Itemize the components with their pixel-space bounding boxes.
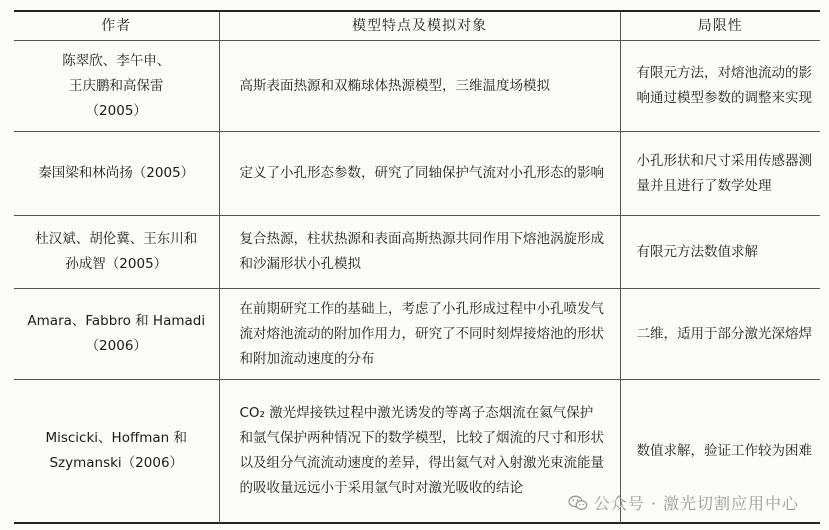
- author-cell: 陈翠欣、李午申、 王庆鹏和高保雷 （2005）: [14, 41, 219, 132]
- author-cell: 杜汉斌、胡伦冀、王东川和 孙成智（2005）: [14, 216, 219, 289]
- feature-cell: 定义了小孔形态参数，研究了同轴保护气流对小孔形态的影响: [219, 132, 620, 216]
- feature-cell: 在前期研究工作的基础上，考虑了小孔形成过程中小孔喷发气流对熔池流动的附加作用力，研究了不同时刻焊接熔池的形状和附加流动速度的分布: [219, 289, 620, 380]
- header-limitation: 局限性: [620, 12, 820, 41]
- watermark: [568, 491, 799, 514]
- comparison-table-container: [14, 10, 820, 524]
- wechat-icon: [568, 495, 588, 511]
- limitation-cell: 二维，适用于部分激光深熔焊: [620, 289, 820, 380]
- model-comparison-table: [14, 12, 820, 523]
- table-row: [14, 132, 820, 216]
- author-cell: Miscicki、Hoffman 和 Szymanski（2006）: [14, 380, 219, 523]
- author-cell: 秦国梁和林尚扬（2005）: [14, 132, 219, 216]
- header-feature: 模型特点及模拟对象: [219, 12, 620, 41]
- table-header-row: [14, 12, 820, 41]
- table-row: [14, 216, 820, 289]
- feature-cell: CO₂ 激光焊接铁过程中激光诱发的等离子态烟流在氦气保护和氩气保护两种情况下的数学模型，比较了烟流的尺寸和形状以及组分气流流动速度的差异，得出氦气对入射激光束流能量的吸收量远远小于采用氩气时对激光吸收的结论: [219, 380, 620, 523]
- header-author: 作者: [14, 12, 219, 41]
- watermark-text: 公众号 · 激光切割应用中心: [593, 494, 799, 513]
- author-cell: Amara、Fabbro 和 Hamadi （2006）: [14, 289, 219, 380]
- feature-cell: 复合热源，柱状热源和表面高斯热源共同作用下熔池涡旋形成和沙漏形状小孔模拟: [219, 216, 620, 289]
- table-row: [14, 289, 820, 380]
- limitation-cell: 有限元方法，对熔池流动的影响通过模型参数的调整来实现: [620, 41, 820, 132]
- feature-cell: 高斯表面热源和双椭球体热源模型，三维温度场模拟: [219, 41, 620, 132]
- table-row: [14, 41, 820, 132]
- limitation-cell: 有限元方法数值求解: [620, 216, 820, 289]
- limitation-cell: 数值求解，验证工作较为困难: [620, 380, 820, 523]
- limitation-cell: 小孔形状和尺寸采用传感器测量并且进行了数学处理: [620, 132, 820, 216]
